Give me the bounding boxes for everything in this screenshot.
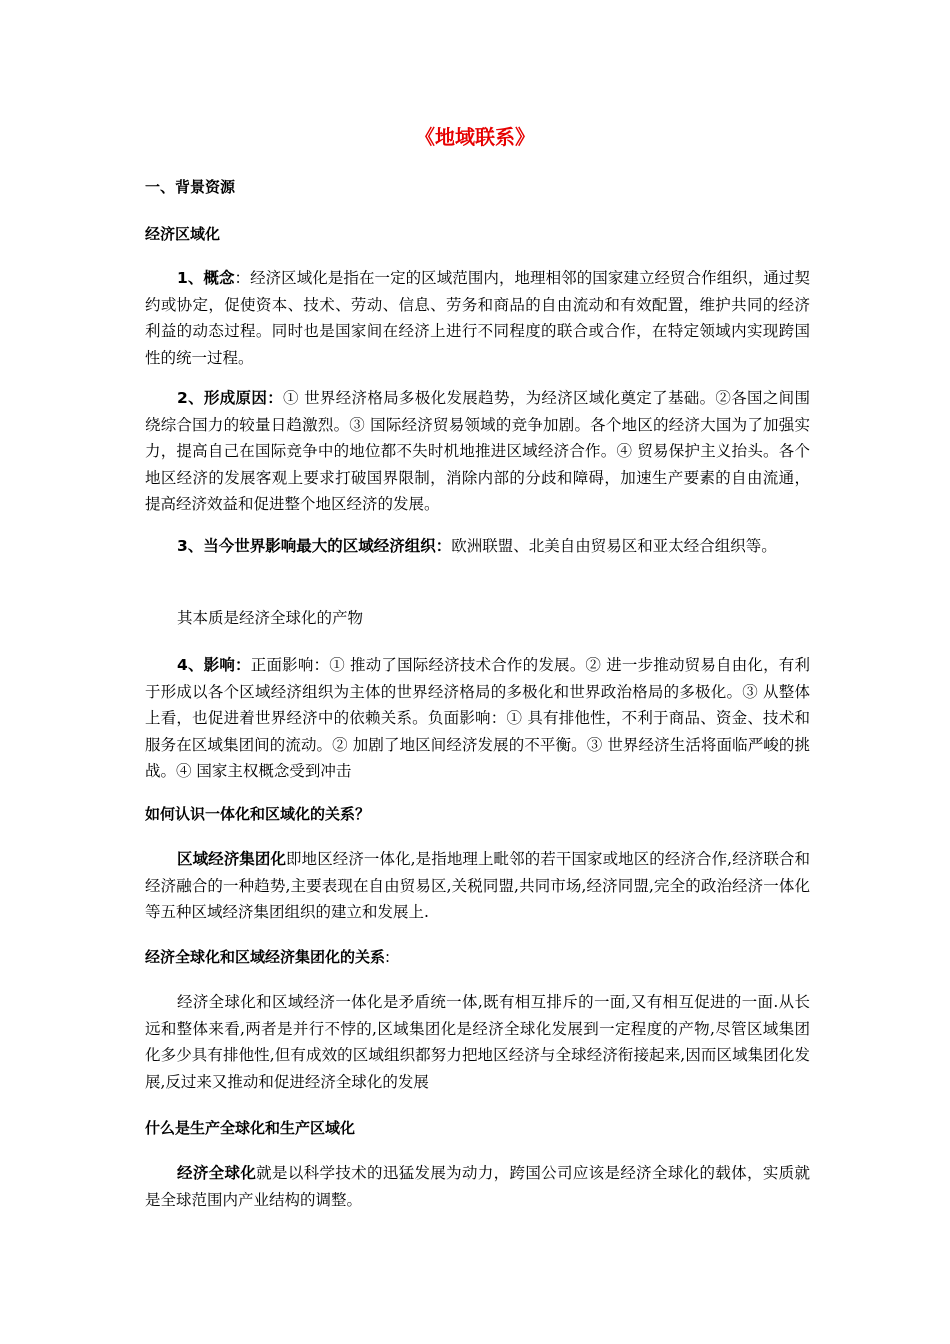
- question-heading-production: 什么是生产全球化和生产区域化: [145, 1119, 356, 1137]
- paragraph-lead: 4、影响：: [177, 656, 251, 674]
- paragraph-lead: 1、概念: [177, 269, 235, 287]
- paragraph-lead: 经济全球化: [177, 1164, 257, 1182]
- paragraph-essence: 其本质是经济全球化的产物: [177, 609, 364, 627]
- paragraph-text: 即地区经济一体化,是指地理上毗邻的若干国家或地区的经济合作,经济联合和经济融合的一种趋势,主要表现在自由贸易区,关税同盟,共同市场,经济同盟,完全的政治经济一体化等五种区域经济集团组织的建立和发展上.: [145, 850, 810, 921]
- paragraph-text: ：经济区域化是指在一定的区域范围内，地理相邻的国家建立经贸合作组织，通过契约或协定，促使资本、技术、劳动、信息、劳务和商品的自由流动和有效配置，维护共同的经济利益的动态过程。同时也是国家间在经济上进行不同程度的联合或合作，在特定领域内实现跨国性的统一过程。: [145, 269, 810, 367]
- paragraph-regional-bloc: [145, 846, 810, 926]
- question-heading-globalization-relation: [145, 946, 390, 967]
- paragraph-concept: [145, 265, 810, 371]
- paragraph-globalization-definition: [145, 1160, 810, 1213]
- paragraph-impact: [145, 652, 810, 785]
- paragraph-text: 正面影响：① 推动了国际经济技术合作的发展。② 进一步推动贸易自由化，有利于形成以各个区域经济组织为主体的世界经济格局的多极化和世界政治格局的多极化。③ 从整体上看，也促进着世界经济中的依赖关系。负面影响：① 具有排他性，不利于商品、资金、技术和服务在区域集团间的流动。② 加剧了地区间经济发展的不平衡。③ 世界经济生活将面临严峻的挑战。④ 国家主权概念受到冲击: [145, 656, 810, 780]
- heading-colon: :: [385, 948, 391, 966]
- paragraph-text: 就是以科学技术的迅猛发展为动力，跨国公司应该是经济全球化的载体，实质就是全球范围内产业结构的调整。: [145, 1164, 810, 1209]
- heading-text: 经济全球化和区域经济集团化的关系: [145, 948, 386, 966]
- paragraph-text: ① 世界经济格局多极化发展趋势，为经济区域化奠定了基础。②各国之间围绕综合国力的较量日趋激烈。③ 国际经济贸易领域的竞争加剧。各个地区的经济大国为了加强实力，提高自己在国际竞争中的地位都不失时机地推进区域经济合作。④ 贸易保护主义抬头。各个地区经济的发展客观上要求打破国界限制，消除内部的分歧和障碍，加速生产要素的自由流通，提高经济效益和促进整个地区经济的发展。: [145, 389, 810, 513]
- paragraph-relation: 经济全球化和区域经济一体化是矛盾统一体,既有相互排斥的一面,又有相互促进的一面.从长远和整体来看,两者是并行不悖的,区域集团化是经济全球化发展到一定程度的产物,尽管区域集团化多少具有排他性,但有成效的区域组织都努力把地区经济与全球经济衔接起来,因而区域集团化发展,反过来又推动和促进经济全球化的发展: [145, 993, 810, 1091]
- question-heading-integration: 如何认识一体化和区域化的关系？: [145, 805, 371, 823]
- paragraph-lead: 2、形成原因：: [177, 389, 284, 407]
- subheading-economic-regionalization: 经济区域化: [145, 225, 221, 243]
- paragraph-organizations: [145, 533, 810, 560]
- paragraph-lead: 区域经济集团化: [177, 850, 287, 868]
- paragraph-causes: [145, 385, 810, 518]
- paragraph-lead: 3、当今世界影响最大的区域经济组织：: [177, 537, 452, 555]
- page-title: 《地域联系》: [415, 125, 535, 149]
- paragraph-text: 欧洲联盟、北美自由贸易区和亚太经合组织等。: [451, 537, 777, 555]
- section-heading-background: 一、背景资源: [145, 178, 236, 196]
